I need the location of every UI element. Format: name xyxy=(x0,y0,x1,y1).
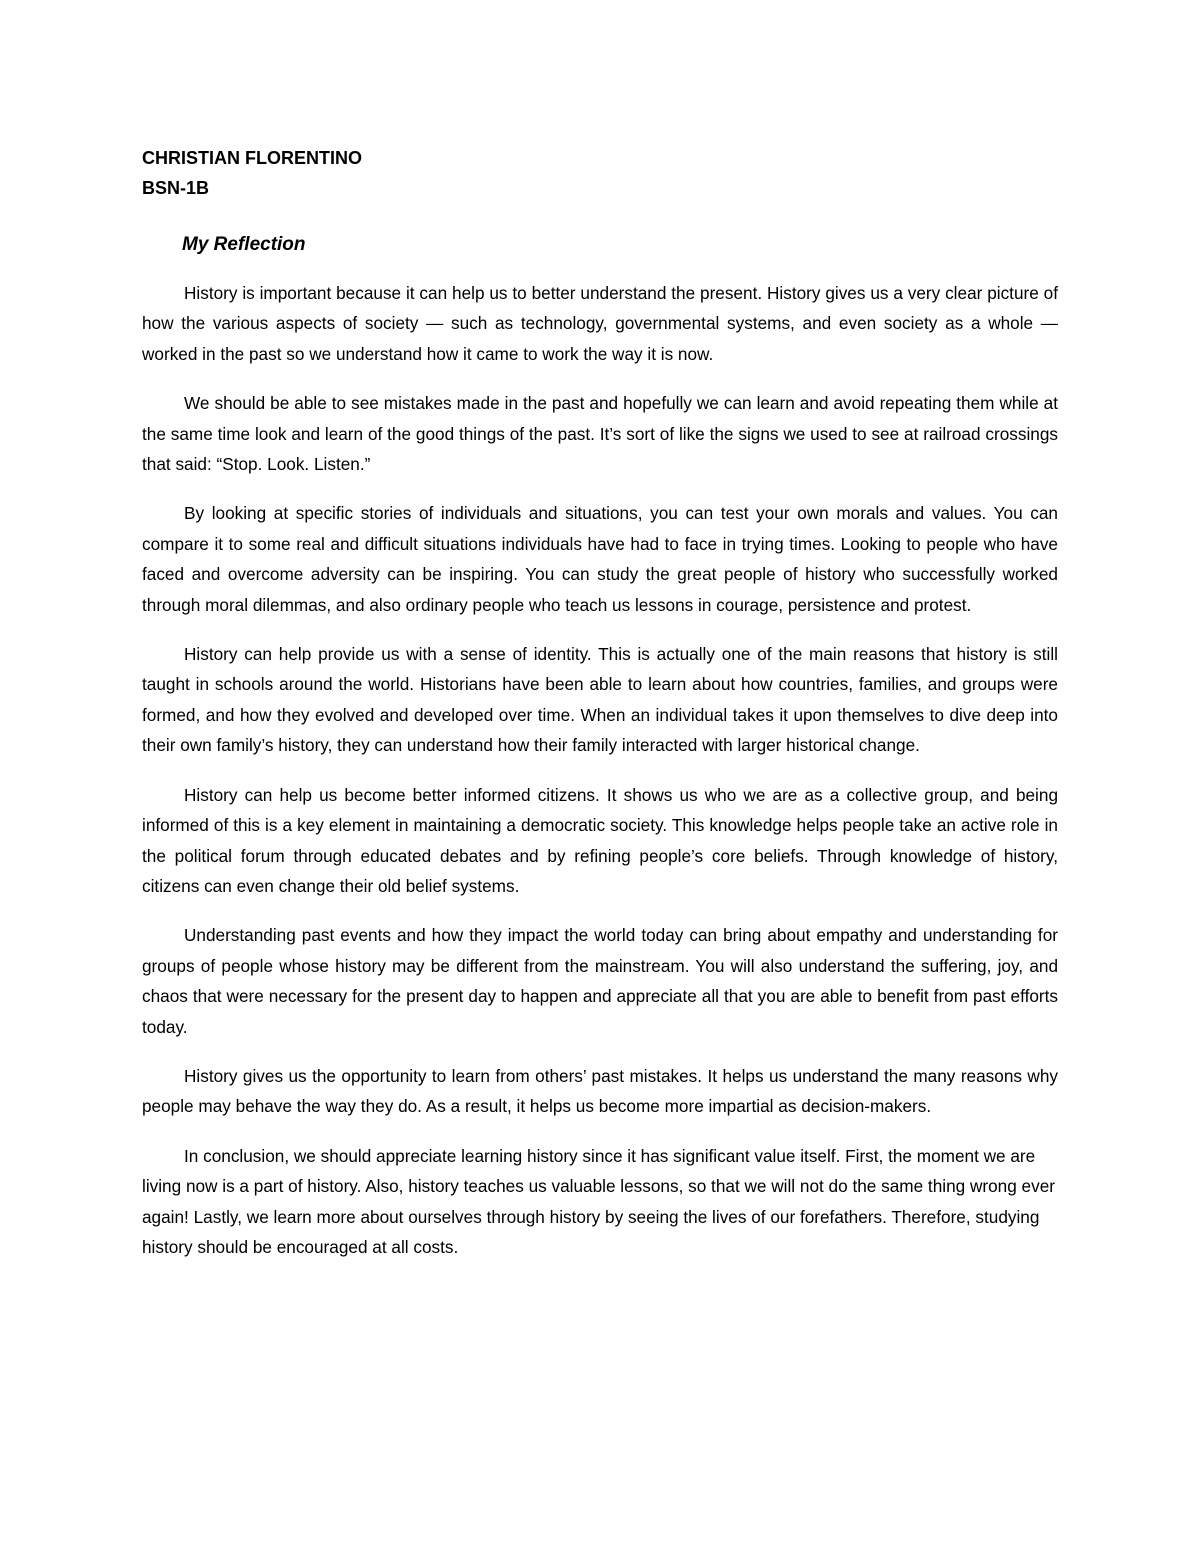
paragraph-1: History is important because it can help us to better understand the present. History gives us a very clear picture of how the various aspects of society — such as technology, governmental systems, and even society as a whole — worked in the past so we understand how it came to work the way it is now. xyxy=(142,283,1058,364)
paragraph-7: History gives us the opportunity to learn from others’ past mistakes. It helps us understand the many reasons why people may behave the way they do. As a result, it helps us become more impartial as decision-makers. xyxy=(142,1065,1058,1117)
reflection-text xyxy=(142,278,1058,1262)
paragraph-4: History can help provide us with a sense of identity. This is actually one of the main reasons that history is still taught in schools around the world. Historians have been able to learn about how countries, families, and groups were formed, and how they evolved and developed over time. When an individual takes it upon themselves to dive deep into their own family’s history, they can understand how their family interacted with larger historical change. xyxy=(142,644,1058,756)
document-title: My Reflection xyxy=(182,234,306,255)
author-name: CHRISTIAN FLORENTINO xyxy=(142,148,362,168)
section-label: BSN-1B xyxy=(142,178,210,198)
paragraph-5: History can help us become better informed citizens. It shows us who we are as a collective group, and being informed of this is a key element in maintaining a democratic society. This knowledge helps people take an active role in the political forum through educated debates and by refining people’s core beliefs. Through knowledge of history, citizens can even change their old belief systems. xyxy=(142,784,1058,896)
paragraph-2: We should be able to see mistakes made in the past and hopefully we can learn and avoid repeating them while at the same time look and learn of the good things of the past. It’s sort of like the signs we used to see at railroad crossings that said: “Stop. Look. Listen.” xyxy=(142,393,1058,475)
document-body xyxy=(142,143,1058,1281)
paragraph-6: Understanding past events and how they impact the world today can bring about empathy and understanding for groups of people whose history may be different from the mainstream. You will also understand the suffering, joy, and chaos that were necessary for the present day to happen and appreciate all that you are able to benefit from past efforts today. xyxy=(142,925,1058,1037)
paragraph-8: In conclusion, we should appreciate learning history since it has significant value itself. First, the moment we are living now is a part of history. Also, history teaches us valuable lessons, so that we will not do the same thing wrong ever again! Lastly, we learn more about ourselves through history by seeing the lives of our forefathers. Therefore, studying history should be encouraged at all costs. xyxy=(142,1145,1055,1257)
paragraph-3: By looking at specific stories of individuals and situations, you can test your own morals and values. You can compare it to some real and difficult situations individuals have had to face in trying times. Looking to people who have faced and overcome adversity can be inspiring. You can study the great people of history who successfully worked through moral dilemmas, and also ordinary people who teach us lessons in courage, persistence and protest. xyxy=(142,503,1058,615)
